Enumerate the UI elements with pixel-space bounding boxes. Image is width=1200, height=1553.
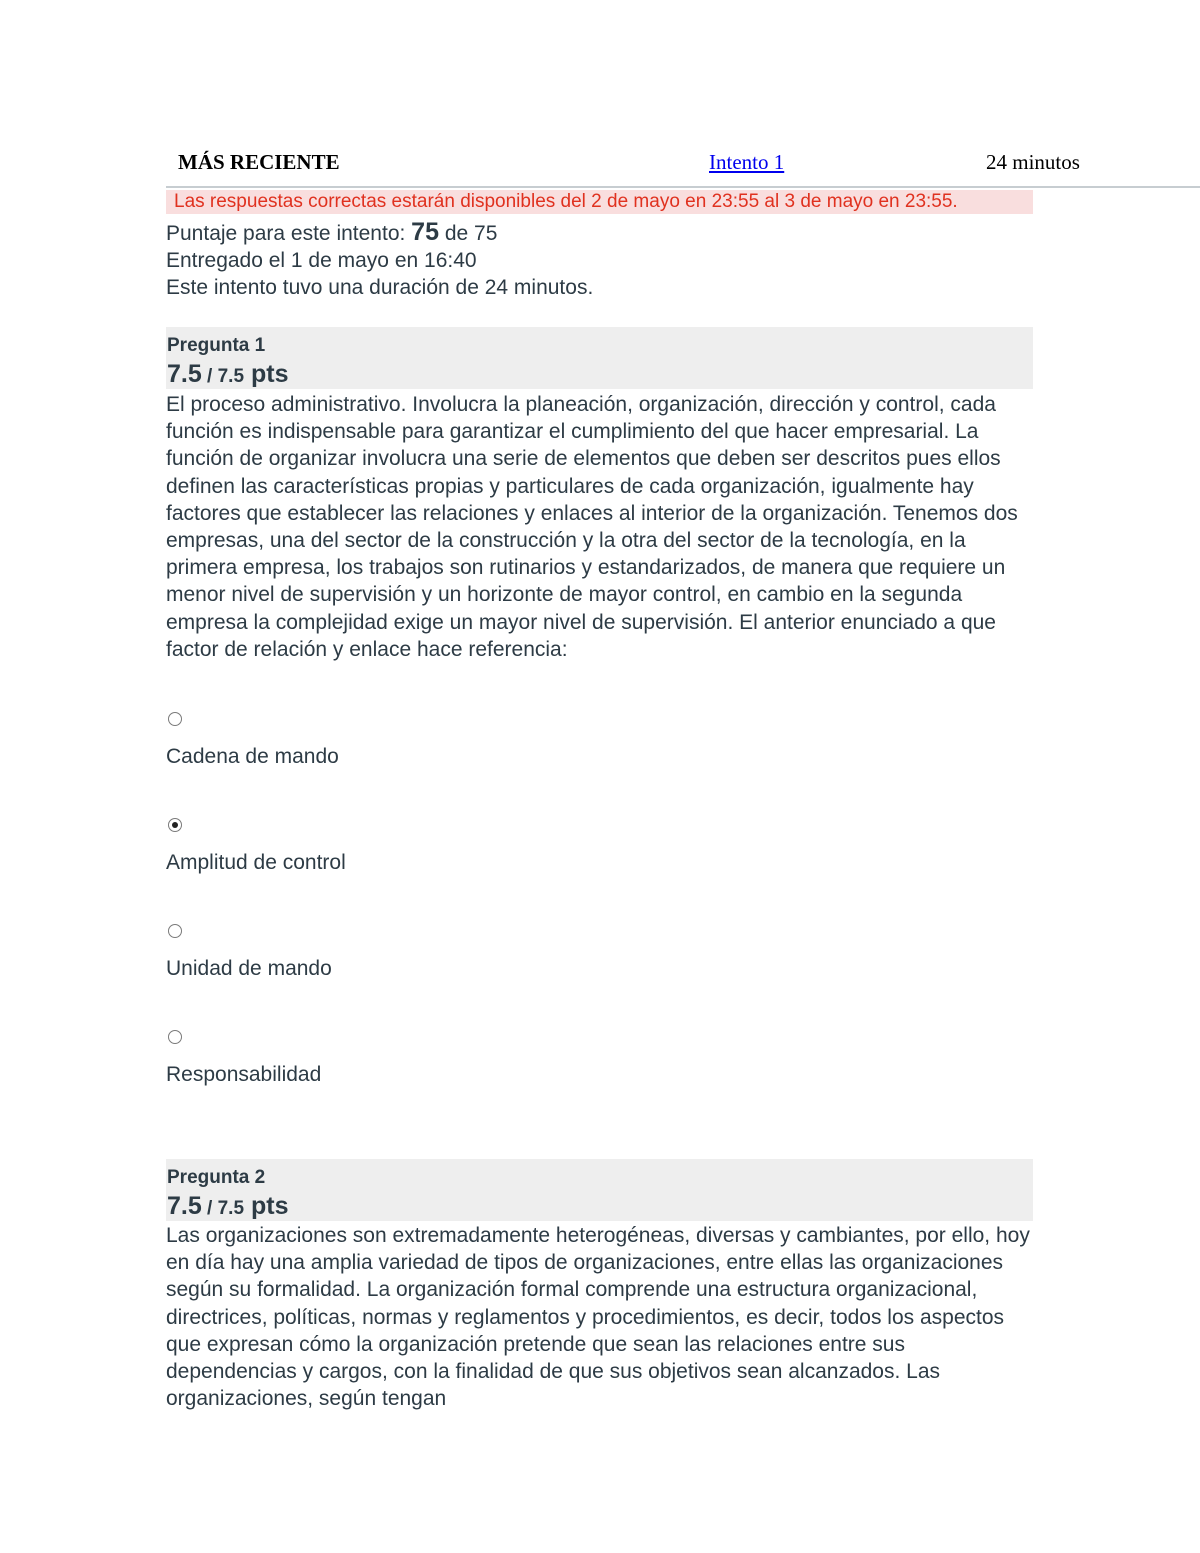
question-title: Pregunta 2 [167,1167,266,1188]
radio-button[interactable] [168,712,182,726]
points-separator: / [201,1198,218,1219]
radio-button[interactable] [168,924,182,938]
attempt-link[interactable]: Intento 1 [709,150,785,174]
question-points [167,360,288,389]
score-value: 75 [411,218,439,246]
answer-label: Amplitud de control [166,851,346,874]
answer-label: Responsabilidad [166,1063,322,1086]
radio-button-selected[interactable] [168,818,182,832]
points-unit: pts [244,360,289,388]
score-prefix: Puntaje para este intento: [166,222,412,245]
points-separator: / [201,366,218,387]
attempt-summary [166,219,1036,301]
radio-button[interactable] [168,1030,182,1044]
question-2-header [166,1159,1033,1221]
submitted-line: Entregado el 1 de mayo en 16:40 [166,249,477,272]
points-unit: pts [244,1192,289,1220]
attempt-header-row [166,148,1200,188]
question-points [167,1192,288,1221]
attempt-duration: 24 minutos [986,150,1080,174]
attempt-label: MÁS RECIENTE [178,150,340,174]
points-possible: 7.5 [217,1198,245,1219]
points-earned: 7.5 [167,360,202,388]
question-title: Pregunta 1 [167,335,266,356]
duration-line: Este intento tuvo una duración de 24 minutos. [166,276,594,299]
score-line [166,219,1036,247]
points-possible: 7.5 [217,366,245,387]
score-suffix: de 75 [438,222,498,245]
answer-label: Unidad de mando [166,957,332,980]
question-1-text: El proceso administrativo. Involucra la planeación, organización, dirección y control, cada función es indispensable para garantizar el cumplimiento del que hacer empresarial. La función de organizar involucra una serie de elementos que deben ser descritos pues ellos definen las características propias y particulares de cada organización, igualmente hay factores que establecer las relaciones y enlaces al interior de la organización. Tenemos dos empresas, una del sector de la construcción y la otra del sector de la tecnología, en la primera empresa, los trabajos son rutinarios y estandarizados, de manera que requiere un menor nivel de supervisión y un horizonte de mayor control, en cambio en la segunda empresa la complejidad exige un mayor nivel de supervisión. El anterior enunciado a que factor de relación y enlace hace referencia: [166,393,1018,661]
answer-label: Cadena de mando [166,745,339,768]
question-2-text: Las organizaciones son extremadamente heterogéneas, diversas y cambiantes, por ello, hoy en día hay una amplia variedad de tipos de organizaciones, entre ellas las organizaciones según su formalidad. La organización formal comprende una estructura organizacional, directrices, políticas, normas y reglamentos y procedimientos, es decir, todos los aspectos que expresan cómo la organización pretende que sean las relaciones entre sus dependencias y cargos, con la finalidad de que sus objetivos sean alcanzados. Las organizaciones, según tengan [166,1224,1030,1411]
answers-availability-notice: Las respuestas correctas estarán disponibles del 2 de mayo en 23:55 al 3 de mayo en 23:55. [166,190,1033,214]
points-earned: 7.5 [167,1192,202,1220]
question-1-header [166,327,1033,389]
